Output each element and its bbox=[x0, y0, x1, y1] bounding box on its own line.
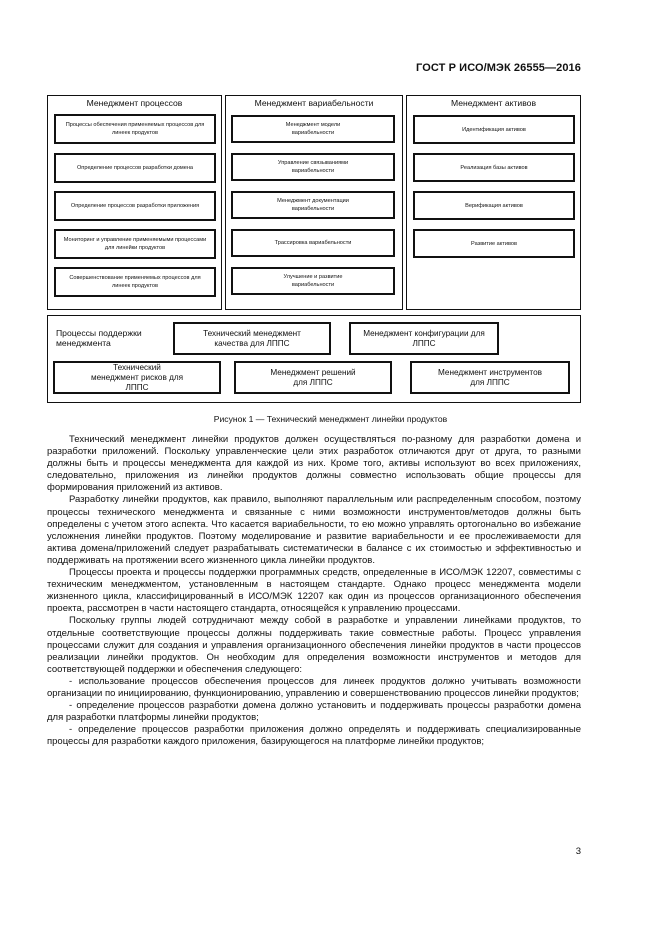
process-box: Процессы обеспечения применяемых процессов для линеек продуктов bbox=[54, 114, 216, 144]
process-box: Определение процессов разработки домена bbox=[54, 153, 216, 183]
variability-box: Трассировка вариабельности bbox=[231, 229, 395, 257]
paragraph: Процессы проекта и процессы поддержки программных средств, определенные в ИСО/МЭК 12207, совместимы с техническим менеджментом, установленным в настоящем стандарте. Однако процесс менеджмента модели жизненного цикла, классифицированный в ИСО/МЭК 12207 как один из процессов организационного обеспечения проекта, рассмотрен в части настоящего стандарта, относящейся к управлению процессами. bbox=[47, 567, 581, 615]
column-title: Менеджмент активов bbox=[450, 98, 537, 108]
paragraph: Поскольку группы людей сотрудничают между собой в разработке и управлении линейками продуктов, то отдельные соответствующие процессы должны поддерживать такие совместные работы. Процесс управления процессами служит для создания и управления организационного обеспечения линейки продуктов в части процессов реализации линейки продуктов. Он необходим для определения возможности инструментов и методов для соответствующей поддержки и обеспечения следующего: bbox=[47, 615, 581, 675]
support-processes bbox=[47, 315, 581, 403]
column-title: Менеджмент вариабельности bbox=[254, 98, 374, 108]
support-box: Менеджмент решений для ЛППС bbox=[234, 361, 392, 394]
asset-box: Развитие активов bbox=[413, 229, 575, 258]
figure-1 bbox=[47, 95, 581, 406]
support-box: Технический менеджмент рисков для ЛППС bbox=[53, 361, 221, 394]
process-box: Определение процессов разработки приложения bbox=[54, 191, 216, 221]
figure-caption: Рисунок 1 — Технический менеджмент линейки продуктов bbox=[213, 414, 448, 424]
variability-box: Менеджмент документации вариабельности bbox=[231, 191, 395, 219]
variability-box: Управление связываниями вариабельности bbox=[231, 153, 395, 181]
asset-box: Идентификация активов bbox=[413, 115, 575, 144]
body-text bbox=[47, 434, 581, 748]
list-item: - определение процессов разработки домена должно установить и поддерживать процессы разработки домена для разработки платформы линейки продуктов; bbox=[47, 700, 581, 724]
variability-box: Менеджмент модели вариабельности bbox=[231, 115, 395, 143]
process-box: Мониторинг и управление применяемыми процессами для линейки продуктов bbox=[54, 229, 216, 259]
asset-box: Верификация активов bbox=[413, 191, 575, 220]
list-item: - использование процессов обеспечения процессов для линеек продуктов должно учитывать возможности организации по инициированию, функционированию, управлению и совершенствованию процессов линейки продуктов; bbox=[47, 675, 581, 699]
list-item: - определение процессов разработки приложения должно определять и поддерживать специализированные процессы для разработки каждого приложения, базирующегося на платформе линейки продуктов; bbox=[47, 724, 581, 748]
column-title: Менеджмент процессов bbox=[86, 98, 183, 108]
paragraph: Технический менеджмент линейки продуктов должен осуществляться по-разному для разработки домена и разработки приложений. Поскольку управленческие цели этих разработок отличаются друг от друга, то разными должны быть и процессы менеджмента для каждой из них. Кроме того, активы используют во всех приложениях, следовательно, приложения из линейки продуктов должны совместно использовать общие процессы для формирования приложений из активов. bbox=[47, 434, 581, 494]
asset-box: Реализация базы активов bbox=[413, 153, 575, 182]
support-box: Менеджмент конфигурации для ЛППС bbox=[349, 322, 499, 355]
paragraph: Разработку линейки продуктов, как правило, выполняют параллельным или распределенным способом, поэтому процессы технического менеджмента и связанные с ними возможности инструментов/методов должны быть определены с учетом этого аспекта. Что касается вариабельности, то ею можно управлять ортогонально во избежание усложнения линейки продуктов. Поэтому моделирование и развитие вариабельности и ее прослеживаемости для актива домена/приложений следует разрабатывать систематически в балансе с их стоимостью и эффективностью и поддерживать на протяжении всего жизненного цикла линейки продуктов. bbox=[47, 494, 581, 566]
process-box: Совершенствование применяемых процессов для линеек продуктов bbox=[54, 267, 216, 297]
support-box: Технический менеджмент качества для ЛППС bbox=[173, 322, 331, 355]
support-label: Процессы поддержки менеджмента bbox=[56, 328, 142, 348]
page-number: 3 bbox=[575, 846, 581, 857]
variability-box: Улучшение и развитие вариабельности bbox=[231, 267, 395, 295]
support-box: Менеджмент инструментов для ЛППС bbox=[410, 361, 570, 394]
page-header: ГОСТ Р ИСО/МЭК 26555—2016 bbox=[416, 62, 581, 74]
